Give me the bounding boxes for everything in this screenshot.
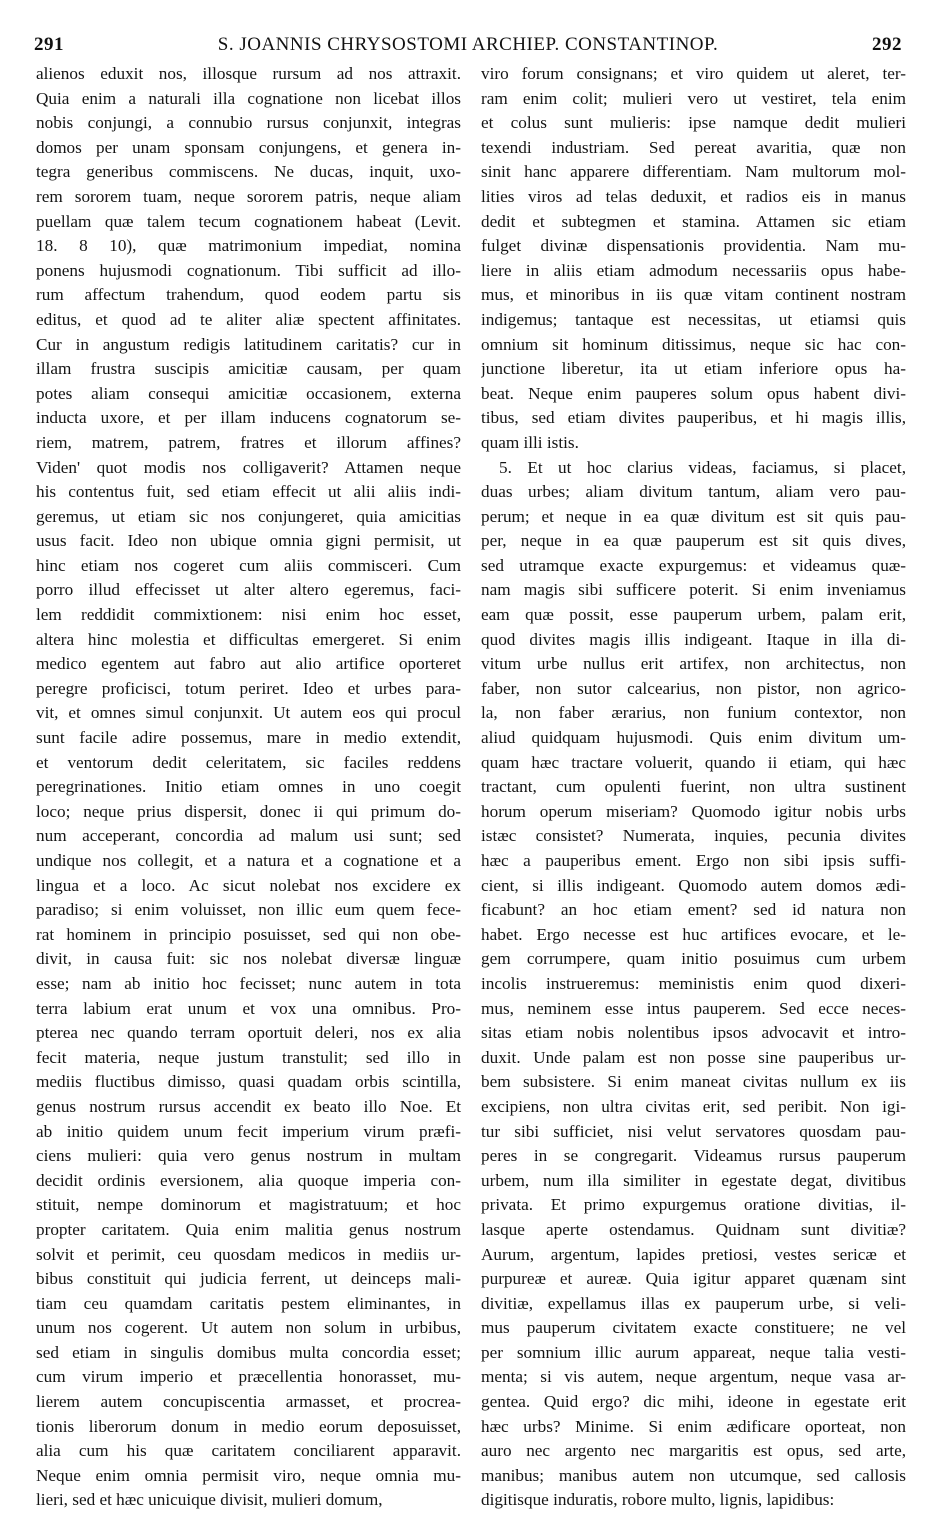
text-line: privata. Et primo expurgemus oratione divitias, il- [481, 1195, 906, 1215]
text-line: auro nec argento nec margaritis est opus, sed arte, [481, 1441, 906, 1461]
text-line: habet. Ergo necesse est huc artifices evocare, et le- [481, 924, 906, 944]
text-line: duxit. Unde palam est non posse sine pauperibus ur- [481, 1047, 906, 1067]
text-line: gentea. Quid ergo? dic mihi, ideone in egestate erit [481, 1392, 906, 1412]
text-line: propter caritatem. Quia enim malitia genus nostrum [36, 1219, 461, 1239]
text-line: vit, et omnes simul conjunxit. Ut autem eos qui procul [36, 703, 461, 723]
text-line: Neque enim omnia permisit viro, neque omnia mu- [36, 1465, 461, 1485]
text-line: alienos eduxit nos, illosque rursum ad nos attraxit. [36, 64, 461, 83]
text-line: mus pauperum civitatem exacte constituere; ne vel [481, 1318, 906, 1338]
text-line: istæc consistet? Numerata, inquies, pecunia divites [481, 826, 906, 846]
text-line: dedit et subtegmen et stamina. Attamen sic etiam [481, 211, 906, 231]
text-line: terra labium erat unum et vox una omnibus. Pro- [36, 998, 461, 1018]
text-line: rem sororem tuam, neque sororem patris, neque aliam [36, 186, 461, 206]
text-line: loco; neque prius dispersit, donec ii qui primum do- [36, 801, 461, 821]
text-line: la, non faber ærarius, non funium contextor, non [481, 703, 906, 723]
text-line: ciens mulieri: quia vero genus nostrum in multam [36, 1146, 461, 1166]
text-line: inducta uxore, et per illam inducens cognatorum se- [36, 408, 461, 428]
text-line: excipiens, non ultra civitas erit, sed peribit. Non igi- [481, 1096, 906, 1116]
text-line: fulget divinæ dispensationis providentia. Nam mu- [481, 236, 906, 256]
page-number-left: 291 [34, 34, 64, 55]
text-line: horum operum miseriam? Quomodo igitur nobis urbs [481, 801, 906, 821]
text-line: Viden' quot modis nos colligaverit? Attamen neque [36, 457, 461, 477]
left-column [36, 62, 461, 1513]
text-line: lierem autem concupiscentia armasset, et procrea- [36, 1392, 461, 1412]
text-line: peregrinationes. Initio etiam omnes in uno coegit [36, 777, 461, 797]
text-line: liere in aliis etiam admodum necessariis opus habe- [481, 260, 906, 280]
text-line: medico egentem aut fabro aut alio artifice oporteret [36, 654, 461, 674]
text-line: et ventorum dedit celeritatem, sic faciles reddens [36, 752, 461, 772]
text-line: cum virum imperio et præcellentia honorasset, mu- [36, 1367, 461, 1387]
text-line: divit, in causa fuit: sic nos nolebat diversæ linguæ [36, 949, 461, 969]
text-line: mus, neminem esse intus pauperem. Sed ecce neces- [481, 998, 906, 1018]
text-line: riem, matrem, patrem, fratres et illorum affines? [36, 432, 461, 452]
text-line: hæc urbs? Minime. Si enim ædificare oporteat, non [481, 1416, 906, 1436]
text-line: junctione liberetur, ita ut etiam inferiore opus ha- [481, 359, 906, 379]
text-line: sed utramque exacte expurgemus: et videamus quæ- [481, 555, 906, 575]
text-line: sitas etiam nobis nolentibus ipsos advocavit et intro- [481, 1023, 906, 1043]
text-line: quam illi istis. [481, 432, 579, 452]
text-line: his contentus fuit, sed etiam effecit ut alii aliis indi- [36, 482, 461, 502]
text-line: menta; si vis autem, neque argentum, neque vasa ar- [481, 1367, 906, 1387]
text-line: cient, si illis indigeant. Quomodo autem domos ædi- [481, 875, 906, 895]
text-line: illam frustra suscipis amicitiæ causam, per quam [36, 359, 461, 379]
text-line: incolis instrueremus: meministis enim quod dixeri- [481, 973, 906, 993]
text-line: ficabunt? an hoc etiam ement? sed id natura non [481, 900, 906, 920]
text-line: paradiso; si enim voluisset, non illic eum quem fece- [36, 900, 461, 920]
text-line: aliud quidquam hujusmodi. Quis enim divitum um- [481, 728, 906, 748]
text-line: mus, et minoribus in iis quæ vitam continent nostram [481, 285, 906, 305]
text-line: alia cum his quæ caritatem conciliarent apparavit. [36, 1441, 461, 1461]
text-line: unum nos cogerent. Ut autem non solum in urbibus, [36, 1318, 461, 1338]
text-line: eam quæ possit, esse pauperum urbem, palam erit, [481, 605, 906, 625]
text-line: lieri, sed et hæc unicuique divisit, mulieri domum, [36, 1490, 383, 1510]
text-line: Cur in angustum redigis latitudinem caritatis? cur in [36, 334, 461, 354]
text-line: sunt facile adire possemus, mare in medio extendit, [36, 728, 461, 748]
text-line: porro illud effecisset ut alter altero egeremus, faci- [36, 580, 461, 600]
text-line: hinc etiam nos cogeret cum aliis commisceri. Cum [36, 555, 461, 575]
text-line: tiam ceu quamdam caritatis pestem eliminantes, in [36, 1293, 461, 1313]
text-line: usus facit. Ideo non ubique omnia gigni permisit, ut [36, 531, 461, 551]
text-line: ponens hujusmodi cognationum. Tibi sufficit ad illo- [36, 260, 461, 280]
text-line: lingua et a loco. Ac sicut nolebat nos excidere ex [36, 875, 461, 895]
text-line: quod divites magis illis indigeant. Itaque in illa di- [481, 629, 906, 649]
text-line: per somnium illic aurum appareat, neque talia vesti- [481, 1342, 906, 1362]
text-line: lities viros ad telas deduxit, et radios eis in manus [481, 186, 906, 206]
text-line: duas urbes; aliam divitum tantum, aliam vero pau- [481, 482, 906, 502]
text-line: domos per unam sponsam conjungens, et genera in- [36, 137, 461, 157]
text-line: vitum urbe nullus erit artifex, non architectus, non [481, 654, 906, 674]
text-line: decidit ordinis eversionem, alia quoque imperia con- [36, 1170, 461, 1190]
text-line: mediis fluctibus dimisso, quasi quadam orbis scintilla, [36, 1072, 461, 1092]
text-line: omnium sit hominum ditissimus, neque sic hac con- [481, 334, 906, 354]
text-line: genus nostrum rursus accendit ex beato illo Noe. Et [36, 1096, 461, 1116]
text-line: manibus; manibus autem non utcumque, sed callosis [481, 1465, 906, 1485]
text-line: editus, et quod ad te aliter aliæ spectent affinitates. [36, 309, 461, 329]
text-line: sinit hanc apparere differentiam. Nam multorum mol- [481, 162, 906, 182]
text-line: urbem, num illa similiter in egestate degat, divitibus [481, 1170, 906, 1190]
text-line: rum affectum trahendum, quod eodem partu sis [36, 285, 461, 305]
text-line: peres in se congregarit. Videamus rursus pauperum [481, 1146, 906, 1166]
text-line: potes aliam consequi amicitiæ occasionem, externa [36, 383, 461, 403]
text-line: solvit et perimit, ceu quosdam medicos in mediis ur- [36, 1244, 461, 1264]
right-column [481, 62, 906, 1513]
text-line: rat hominem in principio posuisset, sed qui non obe- [36, 924, 461, 944]
text-line: quam hæc tractare voluerit, quando ii etiam, qui hæc [481, 752, 906, 772]
text-line: undique nos collegit, et a natura et a cognatione et a [36, 851, 461, 870]
text-line: stituit, nempe dominorum et magistratuum; et hoc [36, 1195, 461, 1215]
text-line: hæc a pauperibus ement. Ergo non sibi ipsis suffi- [481, 851, 906, 870]
text-line: faber, non sutor calcearius, non pistor, non agrico- [481, 678, 906, 698]
text-line: esse; nam ab initio hoc fecisset; nunc autem in tota [36, 973, 461, 993]
text-line: viro forum consignans; et viro quidem ut aleret, ter- [481, 64, 906, 83]
text-line: tionis liberorum donum in medio eorum deposuisset, [36, 1416, 461, 1436]
text-line: ram enim colit; mulieri vero ut vestiret, tela enim [481, 88, 906, 108]
text-line: nobis conjungi, a connubio rursus conjunxit, integras [36, 113, 461, 133]
text-line: tractant, cum opulenti fuerint, non ultra sustinent [481, 777, 906, 797]
text-line: puellam quæ talem tecum cognationem habeat (Levit. [36, 211, 461, 231]
text-line: sed etiam in singulis domibus multa concordia esset; [36, 1342, 461, 1362]
text-line: beat. Neque enim pauperes solum opus habent divi- [481, 383, 906, 403]
text-line: fecit materia, neque justum transtulit; sed illo in [36, 1047, 461, 1067]
text-line: altera hinc molestia et difficultas emergeret. Si enim [36, 629, 461, 649]
text-line: divitiæ, expellamus illas ex pauperum urbe, si veli- [481, 1293, 906, 1313]
text-line: digitisque induratis, robore multo, lignis, lapidibus: [481, 1490, 835, 1510]
text-line: pterea nec quando terram oportuit deleri, nos ex alia [36, 1023, 461, 1043]
text-line: purpureæ et aureæ. Quia igitur apparet quænam sint [481, 1269, 906, 1289]
text-line: peregre proficisci, totum periret. Ideo et urbes para- [36, 678, 461, 698]
text-line: texendi industriam. Sed pereat avaritia, quæ non [481, 137, 906, 157]
text-line: nam magis sibi sufficere poterit. Si enim inveniamus [481, 580, 906, 600]
text-line: geremus, ut etiam sic nos conjungeret, quia amicitias [36, 506, 461, 526]
text-line: Quia enim a naturali illa cognatione non licebat illos [36, 88, 461, 108]
text-line: 5. Et ut hoc clarius videas, faciamus, si placet, [499, 457, 906, 477]
text-line: indigemus; tantaque est necessitas, ut etiamsi quis [481, 309, 906, 329]
text-line: tibus, sed etiam divites pauperibus, et hi magis illis, [481, 408, 906, 428]
text-line: tegra generibus commiscens. Ne ducas, inquit, uxo- [36, 162, 461, 182]
text-line: 18. 8 10), quæ matrimonium impediat, nomina [36, 236, 461, 256]
page-number-right: 292 [872, 34, 902, 55]
text-line: perum; et neque in ea quæ divitum est sit quis pau- [481, 506, 906, 526]
text-line: bibus constituit qui judicia ferrent, ut deinceps mali- [36, 1269, 461, 1289]
text-line: per, neque in ea quæ pauperum est sit quis dives, [481, 531, 906, 551]
text-line: ab initio quidem unum fecit imperium virum præfi- [36, 1121, 461, 1141]
text-line: et colus sunt mulieris: ipse namque dedit mulieri [481, 113, 906, 133]
text-line: gem corrumpere, quam initio posuimus cum urbem [481, 949, 906, 969]
text-line: num acceperant, concordia ad malum usi sunt; sed [36, 826, 461, 846]
text-line: lasque aperte ostendamus. Quidnam sunt divitiæ? [481, 1219, 906, 1239]
running-title: S. JOANNIS CHRYSOSTOMI ARCHIEP. CONSTANTINOP. [217, 34, 719, 55]
running-header [34, 34, 902, 64]
text-line: tur sibi sufficiet, nisi velut servatores quosdam pau- [481, 1121, 906, 1141]
text-line: lem reddidit commixtionem: nisi enim hoc esset, [36, 605, 461, 625]
text-line: bem subsistere. Si enim maneat civitas nullum ex iis [481, 1072, 906, 1092]
text-line: Aurum, argentum, lapides pretiosi, vestes sericæ et [481, 1244, 906, 1264]
